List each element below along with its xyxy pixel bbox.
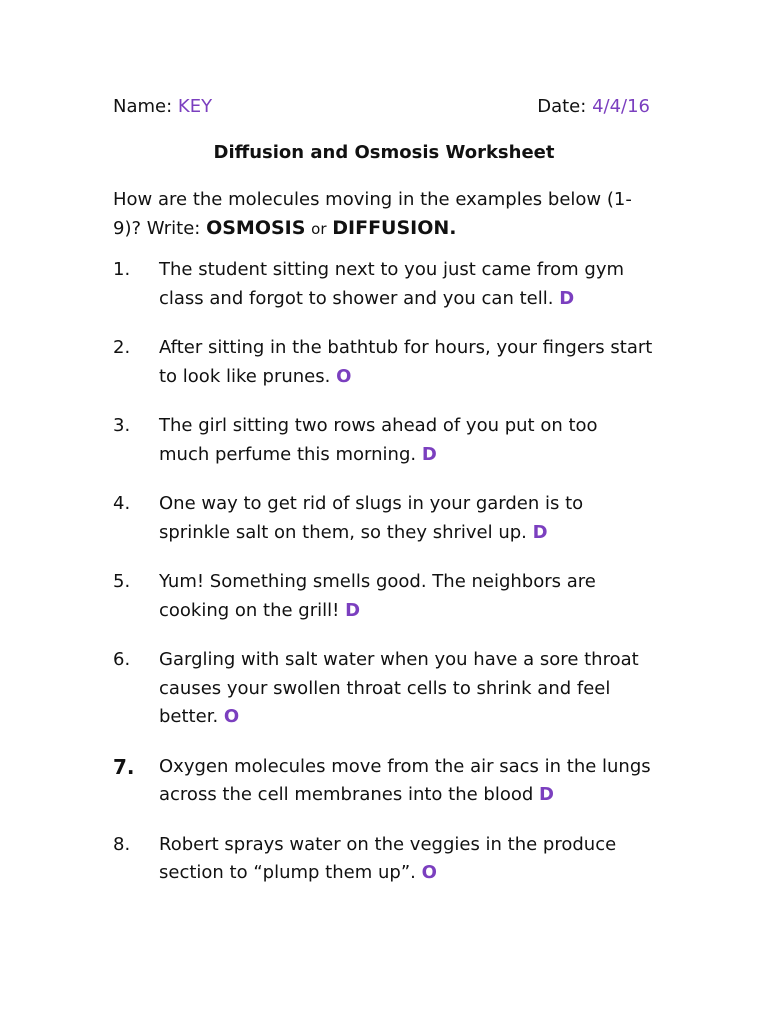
question-body [159, 490, 653, 547]
date-label: Date: [537, 96, 587, 117]
instructions-text: How are the molecules moving in the examples below (1-9)? Write: [113, 189, 632, 239]
question-body [159, 412, 653, 469]
question-item [113, 490, 653, 547]
keyword-osmosis: OSMOSIS [206, 217, 306, 239]
question-number: 5. [113, 571, 131, 592]
question-body [159, 646, 653, 732]
question-item [113, 831, 653, 888]
question-text: Robert sprays water on the veggies in the produce section to “plump them up”. [159, 833, 617, 883]
question-item [113, 412, 653, 469]
question-item [113, 256, 653, 313]
name-label: Name: [113, 96, 173, 117]
question-list [113, 256, 653, 909]
question-body [159, 753, 653, 810]
question-answer: D [532, 521, 548, 543]
question-number: 3. [113, 415, 131, 436]
question-body [159, 568, 653, 625]
date-line [537, 96, 650, 124]
question-answer: D [539, 784, 554, 805]
question-answer: D [421, 443, 437, 465]
question-answer: O [336, 365, 352, 387]
question-number: 6. [113, 649, 131, 670]
question-text: After sitting in the bathtub for hours, your fingers start to look like prunes. [159, 337, 653, 387]
question-item [113, 334, 653, 391]
question-text: Gargling with salt water when you have a sore throat causes your swollen throat cells to shrink and feel better. [159, 649, 639, 727]
instructions [113, 185, 653, 244]
date-value: 4/4/16 [592, 96, 650, 117]
question-text: Oxygen molecules move from the air sacs in the lungs across the cell membranes into the blood [159, 755, 651, 805]
question-number: 2. [113, 337, 131, 358]
name-line [113, 96, 212, 124]
question-answer: D [559, 287, 575, 309]
question-answer: D [345, 599, 361, 621]
question-body [159, 831, 653, 888]
question-body [159, 334, 653, 391]
question-number: 4. [113, 493, 131, 514]
question-number: 7. [113, 754, 135, 779]
question-item [113, 753, 653, 810]
page-title: Diffusion and Osmosis Worksheet [213, 142, 555, 163]
question-number: 1. [113, 259, 131, 280]
keyword-or: or [311, 220, 327, 238]
question-number: 8. [113, 833, 131, 855]
question-text: The student sitting next to you just came from gym class and forgot to shower and you can tell. [159, 259, 625, 309]
question-answer: O [223, 706, 240, 727]
header-row [113, 96, 650, 124]
question-text: The girl sitting two rows ahead of you put on too much perfume this morning. [159, 415, 598, 465]
question-body [159, 256, 653, 313]
question-answer: O [421, 862, 437, 883]
keyword-diffusion: DIFFUSION. [332, 217, 457, 239]
name-value: KEY [177, 96, 213, 117]
question-text: One way to get rid of slugs in your garden is to sprinkle salt on them, so they shrivel up. [159, 493, 584, 543]
question-item [113, 568, 653, 625]
question-text: Yum! Something smells good. The neighbors are cooking on the grill! [159, 571, 596, 621]
question-item [113, 646, 653, 732]
